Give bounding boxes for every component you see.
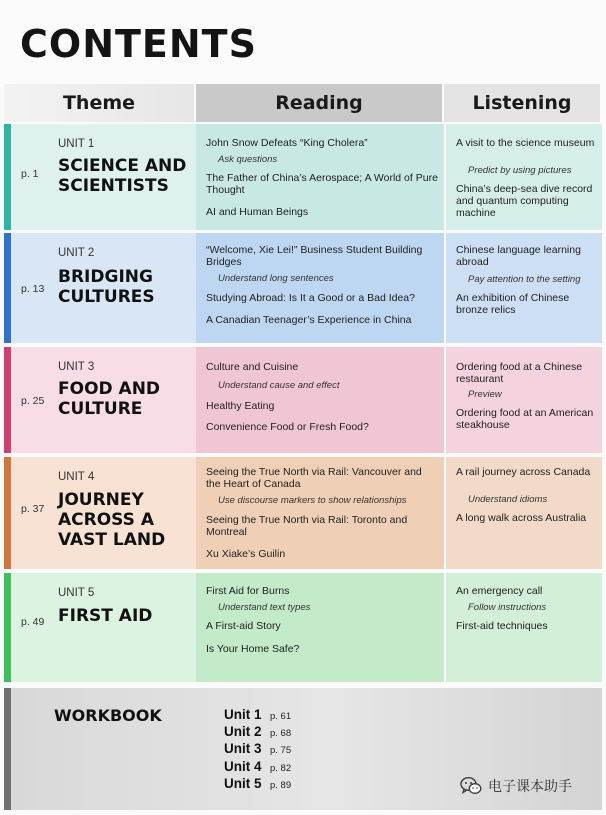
workbook-unit: Unit 2 xyxy=(224,724,262,739)
workbook-unit: Unit 5 xyxy=(224,776,262,791)
reading-item: Seeing the True North via Rail: Toronto and Montreal xyxy=(206,514,408,538)
listening-cell xyxy=(446,124,602,230)
header-reading: Reading xyxy=(196,84,442,122)
reading-cell xyxy=(196,347,444,453)
unit-page: p. 13 xyxy=(21,283,45,295)
workbook-unit: Unit 3 xyxy=(224,741,262,756)
workbook-entry xyxy=(224,724,291,739)
unit-page: p. 49 xyxy=(21,616,45,628)
unit-number: UNIT 5 xyxy=(58,587,95,599)
unit-4-row xyxy=(4,457,602,569)
workbook-title: WORKBOOK xyxy=(54,706,162,725)
reading-item: Convenience Food or Fresh Food? xyxy=(206,421,369,433)
listening-strategy: Predict by using pictures xyxy=(468,165,572,176)
reading-strategy: Understand long sentences xyxy=(218,273,334,284)
reading-cell xyxy=(196,573,444,682)
listening-cell xyxy=(446,233,602,343)
unit-page: p. 37 xyxy=(21,503,45,515)
unit-color-bar xyxy=(4,233,11,343)
reading-item: “Welcome, Xie Lei!” Business Student Building Bridges xyxy=(206,244,423,268)
reading-item: AI and Human Beings xyxy=(206,206,309,218)
header-listening: Listening xyxy=(444,84,600,122)
unit-color-bar xyxy=(4,347,11,453)
reading-item: A First-aid Story xyxy=(206,620,281,632)
unit-2-row xyxy=(4,233,602,343)
reading-item: Culture and Cuisine xyxy=(206,361,299,373)
listening-item: An exhibition of Chinese bronze relics xyxy=(456,292,570,316)
unit-number: UNIT 1 xyxy=(58,138,95,150)
unit-color-bar xyxy=(4,457,11,569)
workbook-page: p. 89 xyxy=(270,780,292,791)
reading-item: Healthy Eating xyxy=(206,400,275,412)
workbook-entry xyxy=(224,741,291,756)
unit-color-bar xyxy=(4,573,11,682)
theme-cell xyxy=(11,573,198,682)
theme-cell xyxy=(11,457,198,569)
reading-strategy: Use discourse markers to show relationships xyxy=(218,495,407,506)
unit-3-row xyxy=(4,347,602,453)
listening-strategy: Preview xyxy=(468,389,502,400)
reading-cell xyxy=(196,233,444,343)
unit-5-row xyxy=(4,573,602,682)
listening-strategy: Follow instructions xyxy=(468,602,547,613)
listening-item: A visit to the science museum xyxy=(456,137,595,149)
unit-color-bar xyxy=(4,124,11,230)
reading-item: The Father of China’s Aerospace; A World of Pure Thought xyxy=(206,172,438,196)
listening-item: An emergency call xyxy=(456,585,543,597)
unit-page: p. 25 xyxy=(21,395,45,407)
workbook-unit: Unit 4 xyxy=(224,759,262,774)
listening-strategy: Pay attention to the setting xyxy=(468,274,581,285)
reading-item: First Aid for Burns xyxy=(206,585,290,597)
unit-number: UNIT 4 xyxy=(58,471,95,483)
unit-title: FIRST AID xyxy=(58,606,153,626)
listening-item: A rail journey across Canada xyxy=(456,466,591,478)
page-title: CONTENTS xyxy=(20,22,257,66)
reading-strategy: Understand text types xyxy=(218,602,311,613)
workbook-unit: Unit 1 xyxy=(224,707,262,722)
workbook-entry xyxy=(224,759,291,774)
listening-item: Ordering food at an American steakhouse xyxy=(456,407,594,431)
reading-item: Seeing the True North via Rail: Vancouver and the Heart of Canada xyxy=(206,466,422,490)
theme-cell xyxy=(11,233,198,343)
reading-item: A Canadian Teenager’s Experience in China xyxy=(206,314,412,326)
listening-item: China’s deep-sea dive record and quantum computing machine xyxy=(456,183,593,219)
workbook-page: p. 61 xyxy=(270,711,292,722)
listening-item: First-aid techniques xyxy=(456,620,548,632)
unit-page: p. 1 xyxy=(21,168,39,180)
listening-cell xyxy=(446,457,602,569)
workbook-page: p. 75 xyxy=(270,745,292,756)
reading-strategy: Ask questions xyxy=(218,154,278,165)
reading-item: John Snow Defeats “King Cholera” xyxy=(206,137,368,149)
reading-item: Is Your Home Safe? xyxy=(206,643,300,655)
listening-item: Chinese language learning abroad xyxy=(456,244,581,268)
workbook-page: p. 82 xyxy=(270,763,292,774)
unit-title: BRIDGING CULTURES xyxy=(58,267,155,307)
listening-item: Ordering food at a Chinese restaurant xyxy=(456,361,583,385)
unit-title: JOURNEY ACROSS A VAST LAND xyxy=(58,490,166,550)
listening-cell xyxy=(446,347,602,453)
unit-number: UNIT 3 xyxy=(58,361,95,373)
watermark-text: 电子课本助手 xyxy=(488,778,572,794)
workbook-color-bar xyxy=(4,688,11,810)
theme-cell xyxy=(11,347,198,453)
reading-item: Studying Abroad: Is It a Good or a Bad Idea? xyxy=(206,292,415,304)
unit-title: FOOD AND CULTURE xyxy=(58,379,161,419)
workbook-page: p. 68 xyxy=(270,728,292,739)
unit-number: UNIT 2 xyxy=(58,247,95,259)
reading-strategy: Understand cause and effect xyxy=(218,380,340,391)
wechat-icon xyxy=(460,776,482,796)
workbook-entry xyxy=(224,707,291,722)
listening-item: A long walk across Australia xyxy=(456,512,587,524)
unit-title: SCIENCE AND SCIENTISTS xyxy=(58,156,187,196)
watermark xyxy=(460,776,572,796)
workbook-entry xyxy=(224,776,291,791)
header-theme: Theme xyxy=(4,84,194,122)
unit-1-row xyxy=(4,124,602,230)
reading-cell xyxy=(196,124,444,230)
reading-cell xyxy=(196,457,444,569)
listening-strategy: Understand idioms xyxy=(468,494,548,505)
theme-cell xyxy=(11,124,198,230)
listening-cell xyxy=(446,573,602,682)
reading-item: Xu Xiake’s Guilin xyxy=(206,548,286,560)
